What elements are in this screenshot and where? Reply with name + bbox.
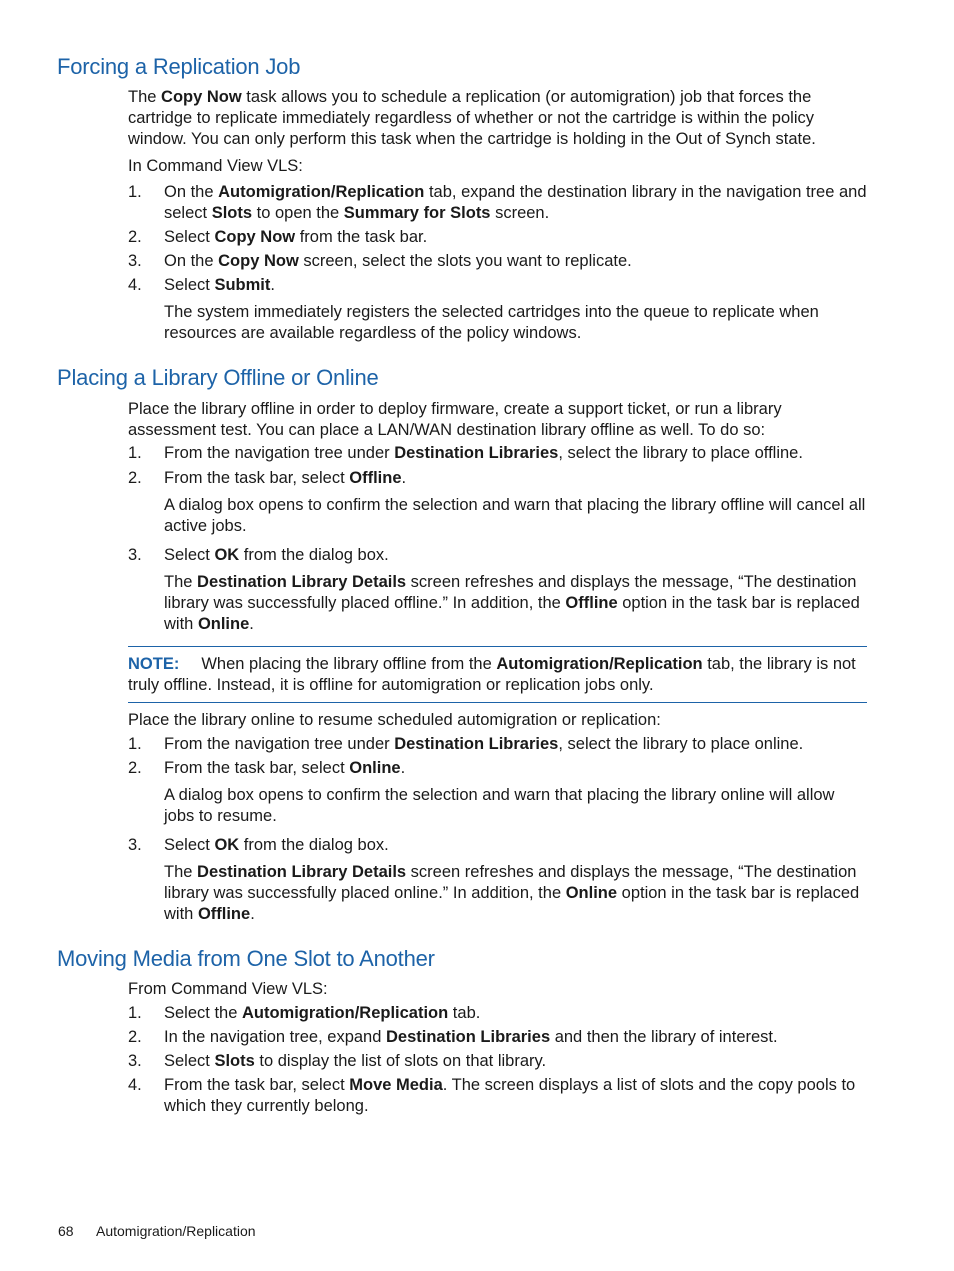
paragraph-copy-now-intro: The Copy Now task allows you to schedule a replication (or automigration) job that forces the cartridge to replicate immediately regardless of whether or not the cartridge is within the policy window. You can only perform this task when the cartridge is holding in the Out of Synch state. <box>128 88 816 148</box>
section-heading-moving-media: Moving Media from One Slot to Another <box>57 946 435 971</box>
note-box: NOTE: When placing the library offline from the Automigration/Replication tab, the library is not truly offline. Instead, it is offline for automigration or replication jobs only. <box>128 655 856 694</box>
note-bottom-rule <box>128 702 867 703</box>
page-footer <box>58 1223 256 1239</box>
paragraph-lead: From Command View VLS: <box>128 980 328 998</box>
step-result-text: The Destination Library Details screen refreshes and displays the message, “The destination library was successfully placed offline.” In addition, the Offline option in the task bar is replaced with Online. <box>164 573 860 633</box>
document-page: Forcing a Replication Job The Copy Now task allows you to schedule a replication (or automigration) job that forces the cartridge to replicate immediately regardless of whether or not the cartridge is within the policy window. You can only perform this task when the cartridge is holding in the Out of Synch state. In Command View VLS: 1. On the Automigration/Replication tab, expand the destination library in the navigation tree and select Slots to open the Summary for Slots screen. 2. Select Copy Now from the task bar. 3. On the Copy Now screen, select the slots you want to replicate. 4. Select Submit. The system immediately registers the selected cartridges into the queue to replicate when resources are available regardless of the policy windows. Placing a Library Offline or Online Place the library offline in order to deploy firmware, create a support ticket, or run a library assessment test. You can place a LAN/WAN destination library offline as well. To do so: 1. From the navigation tree under Destination Libraries, select the library to place offline. 2. From the task bar, select Offline. A dialog box opens to confirm the selection and warn that placing the library offline will cancel all active jobs. 3. Select OK from the dialog box. The Destination Library Details screen refreshes and displays the message, “The destination library was successfully placed offline.” In addition, the Offline option in the task bar is replaced with Online. NOTE: When placing the library offline from the Automigration/Replication tab, the library is not truly offline. Instead, it is offline for automigration or replication jobs only. Place the library online to resume scheduled automigration or replication: 1. From the navigation tree under Destination Libraries, select the library to place online. 2. From the task bar, select Online. A dialog box opens to confirm the selection and warn that placing the library online will allow jobs to resume. 3. Select OK from the dialog box. The Destination Library Details screen refreshes and displays the message, “The destination library was successfully placed online.” In addition, the Online option in the task bar is replaced with Offline. Moving Media from One Slot to Another From Command View VLS: 1. Select the Automigration/Replication tab. 2. In the navigation tree, expand Destination Libraries and then the library of interest. 3. Select Slots to display the list of slots on that library. 4. From the task bar, select Move Media. The screen displays a list of slots and the copy pools to which they currently belong. 68 Automigration/Replication <box>57 54 867 1239</box>
footer-section-title: Automigration/Replication <box>96 1223 256 1239</box>
page-number: 68 <box>58 1223 74 1239</box>
note-label: NOTE: <box>128 655 180 673</box>
step-result-text: The Destination Library Details screen refreshes and displays the message, “The destination library was successfully placed online.” In addition, the Online option in the task bar is replaced with Offline. <box>164 863 860 923</box>
section-heading-library-offline-online: Placing a Library Offline or Online <box>57 365 379 390</box>
step-result-text: The system immediately registers the selected cartridges into the queue to replicate when resources are available regardless of the policy windows. <box>164 303 819 342</box>
section-heading-forcing-replication: Forcing a Replication Job <box>57 54 301 79</box>
note-top-rule <box>128 646 867 647</box>
step-result-text: A dialog box opens to confirm the selection and warn that placing the library offline will cancel all active jobs. <box>164 496 866 535</box>
paragraph-offline-intro: Place the library offline in order to deploy firmware, create a support ticket, or run a library assessment test. You can place a LAN/WAN destination library offline as well. To do so: <box>128 400 782 439</box>
paragraph-lead: In Command View VLS: <box>128 157 303 175</box>
step-result-text: A dialog box opens to confirm the selection and warn that placing the library online will allow jobs to resume. <box>164 786 835 825</box>
paragraph-online-intro: Place the library online to resume scheduled automigration or replication: <box>128 711 661 729</box>
